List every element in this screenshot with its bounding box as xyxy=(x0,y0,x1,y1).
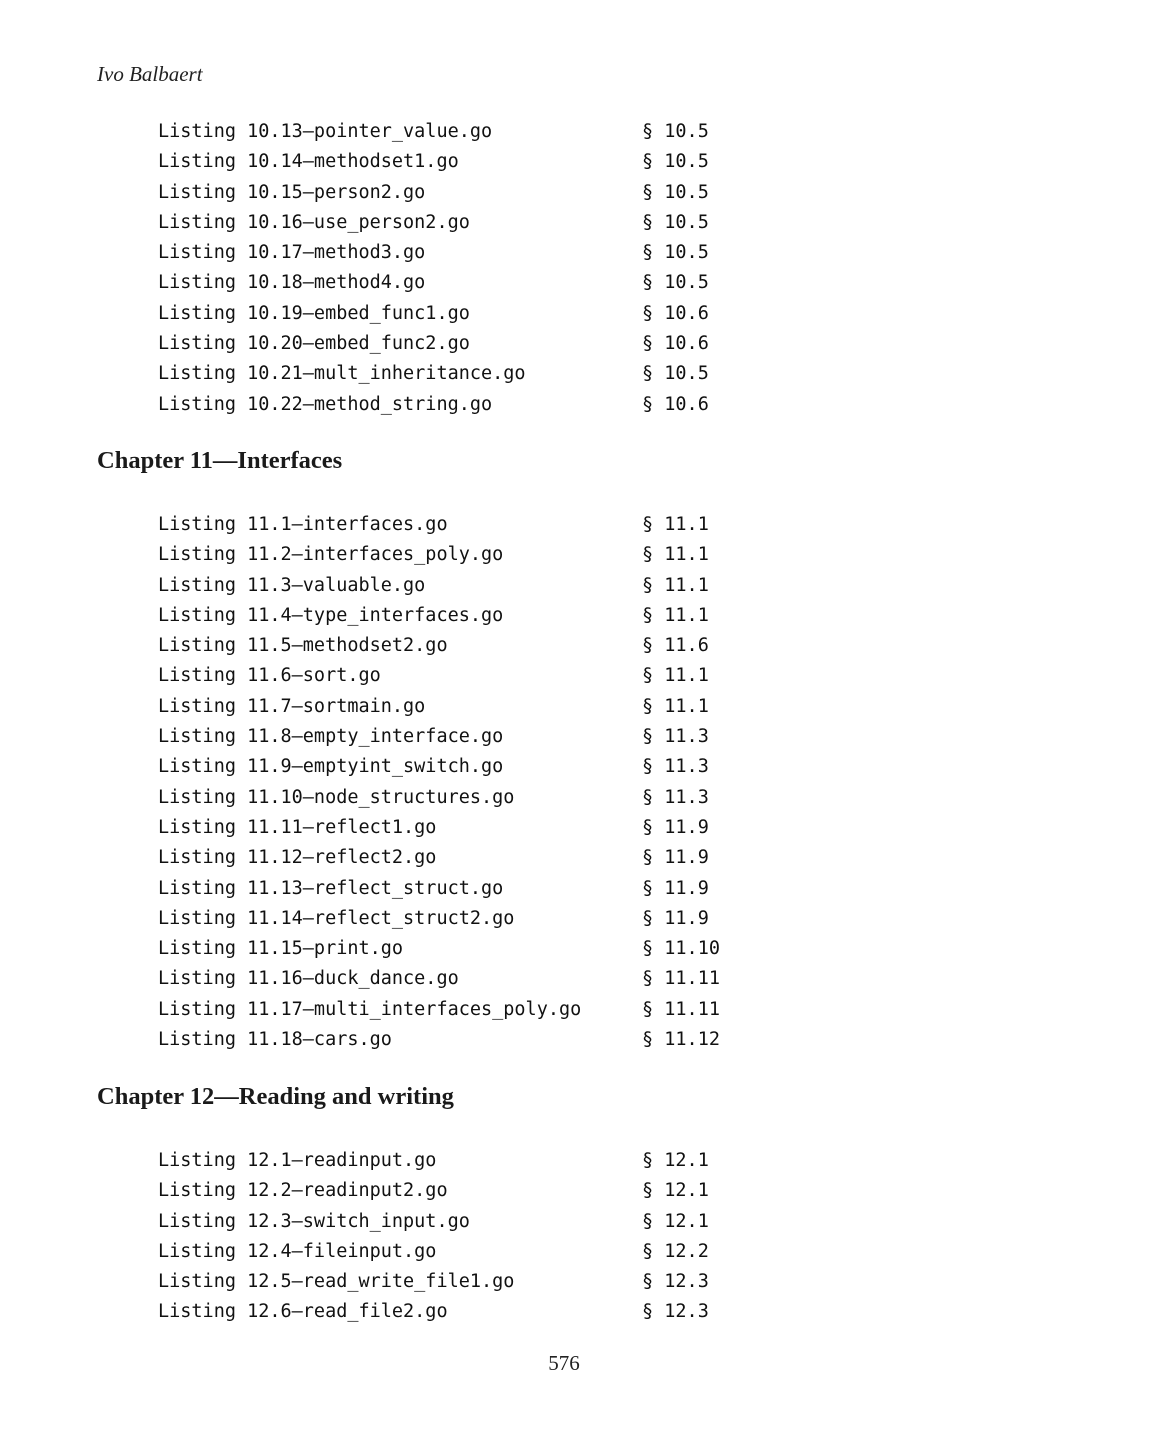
section-ref: § 11.1 xyxy=(642,574,709,596)
chapter-12-heading: Chapter 12—Reading and writing xyxy=(97,1083,454,1110)
listing-name: Listing 10.22—method_string.go xyxy=(158,393,493,415)
section-ref: § 10.5 xyxy=(642,151,709,173)
section-ref: § 10.6 xyxy=(642,302,709,324)
section-ref: § 10.5 xyxy=(642,363,709,385)
section-ref: § 10.5 xyxy=(642,181,709,203)
section-ref: § 10.5 xyxy=(642,242,709,264)
section-ref: § 11.1 xyxy=(642,514,709,535)
section-ref: § 11.9 xyxy=(642,847,709,869)
listing-row xyxy=(158,813,758,843)
section-ref: § 11.9 xyxy=(642,907,709,929)
listing-row xyxy=(158,783,758,813)
listing-name: Listing 11.14—reflect_struct2.go xyxy=(158,907,515,929)
listing-row xyxy=(158,390,758,420)
section-ref: § 12.2 xyxy=(642,1240,709,1262)
page-number: 576 xyxy=(548,1351,580,1375)
listing-row xyxy=(158,238,758,268)
listing-name: Listing 10.16—use_person2.go xyxy=(158,211,470,233)
section-ref: § 11.11 xyxy=(642,998,720,1020)
listing-row xyxy=(158,692,758,722)
listing-name: Listing 12.4—fileinput.go xyxy=(158,1240,437,1262)
listing-name: Listing 11.10—node_structures.go xyxy=(158,786,515,808)
listing-name: Listing 11.15—print.go xyxy=(158,938,404,960)
listing-row xyxy=(158,117,758,147)
listing-row xyxy=(158,1146,758,1176)
listing-name: Listing 10.20—embed_func2.go xyxy=(158,333,470,355)
listing-name: Listing 11.6—sort.go xyxy=(158,665,381,687)
listing-row xyxy=(158,359,758,389)
listing-name: Listing 10.17—method3.go xyxy=(158,242,426,264)
listing-row xyxy=(158,995,758,1025)
section-ref: § 11.1 xyxy=(642,665,709,687)
listing-row xyxy=(158,1237,758,1267)
listing-row xyxy=(158,631,758,661)
section-ref: § 12.1 xyxy=(642,1180,709,1202)
listing-name: Listing 11.8—empty_interface.go xyxy=(158,726,504,748)
chapter-11-listings xyxy=(158,510,758,1055)
running-head-author: Ivo Balbaert xyxy=(97,62,203,86)
listing-row xyxy=(158,1267,758,1297)
listing-name: Listing 12.2—readinput2.go xyxy=(158,1180,448,1202)
listing-row xyxy=(158,268,758,298)
listing-name: Listing 11.17—multi_interfaces_poly.go xyxy=(158,998,582,1020)
listing-row xyxy=(158,843,758,873)
section-ref: § 10.5 xyxy=(642,272,709,294)
listing-name: Listing 11.3—valuable.go xyxy=(158,574,426,596)
listing-name: Listing 11.1—interfaces.go xyxy=(158,514,448,535)
listing-row xyxy=(158,299,758,329)
listing-name: Listing 11.9—emptyint_switch.go xyxy=(158,756,504,778)
section-ref: § 11.3 xyxy=(642,786,709,808)
section-ref: § 12.1 xyxy=(642,1210,709,1232)
listing-row xyxy=(158,934,758,964)
listing-row xyxy=(158,540,758,570)
listing-name: Listing 12.5—read_write_file1.go xyxy=(158,1271,515,1293)
listing-name: Listing 11.13—reflect_struct.go xyxy=(158,877,504,899)
section-ref: § 11.1 xyxy=(642,544,709,566)
section-ref: § 11.1 xyxy=(642,604,709,626)
listing-name: Listing 11.11—reflect1.go xyxy=(158,816,437,838)
listing-name: Listing 10.21—mult_inheritance.go xyxy=(158,363,526,385)
section-ref: § 10.5 xyxy=(642,121,709,142)
section-ref: § 10.6 xyxy=(642,393,709,415)
section-ref: § 11.9 xyxy=(642,877,709,899)
listing-row xyxy=(158,1025,758,1055)
section-ref: § 10.6 xyxy=(642,333,709,355)
listing-name: Listing 11.4—type_interfaces.go xyxy=(158,604,504,626)
section-ref: § 11.3 xyxy=(642,756,709,778)
chapter-11-heading: Chapter 11—Interfaces xyxy=(97,447,343,474)
section-ref: § 12.1 xyxy=(642,1150,709,1171)
listing-row xyxy=(158,510,758,540)
listing-name: Listing 10.13—pointer_value.go xyxy=(158,121,493,142)
listing-row xyxy=(158,329,758,359)
listing-name: Listing 10.18—method4.go xyxy=(158,272,426,294)
listing-row xyxy=(158,1207,758,1237)
section-ref: § 12.3 xyxy=(642,1271,709,1293)
section-ref: § 10.5 xyxy=(642,211,709,233)
listing-name: Listing 11.12—reflect2.go xyxy=(158,847,437,869)
chapter-10-listings xyxy=(158,117,758,420)
listing-name: Listing 11.18—cars.go xyxy=(158,1029,392,1051)
listing-name: Listing 11.5—methodset2.go xyxy=(158,635,448,657)
listing-name: Listing 10.14—methodset1.go xyxy=(158,151,459,173)
section-ref: § 11.11 xyxy=(642,968,720,990)
section-ref: § 11.12 xyxy=(642,1029,720,1051)
section-ref: § 11.6 xyxy=(642,635,709,657)
chapter-12-listings xyxy=(158,1146,758,1328)
listing-row xyxy=(158,178,758,208)
listing-row xyxy=(158,722,758,752)
listing-name: Listing 11.2—interfaces_poly.go xyxy=(158,544,504,566)
section-ref: § 11.1 xyxy=(642,695,709,717)
listing-name: Listing 10.15—person2.go xyxy=(158,181,426,203)
listing-row xyxy=(158,964,758,994)
listing-row xyxy=(158,601,758,631)
listing-row xyxy=(158,208,758,238)
listing-row xyxy=(158,874,758,904)
listing-name: Listing 11.7—sortmain.go xyxy=(158,695,426,717)
listing-row xyxy=(158,147,758,177)
listing-name: Listing 12.1—readinput.go xyxy=(158,1150,437,1171)
section-ref: § 11.9 xyxy=(642,816,709,838)
listing-name: Listing 12.6—read_file2.go xyxy=(158,1301,448,1323)
listing-row xyxy=(158,571,758,601)
section-ref: § 12.3 xyxy=(642,1301,709,1323)
listing-name: Listing 12.3—switch_input.go xyxy=(158,1210,470,1232)
listing-name: Listing 11.16—duck_dance.go xyxy=(158,968,459,990)
listing-row xyxy=(158,661,758,691)
section-ref: § 11.3 xyxy=(642,726,709,748)
listing-name: Listing 10.19—embed_func1.go xyxy=(158,302,470,324)
section-ref: § 11.10 xyxy=(642,938,720,960)
listing-row xyxy=(158,1297,758,1327)
listing-row xyxy=(158,1176,758,1206)
listing-row xyxy=(158,752,758,782)
listing-row xyxy=(158,904,758,934)
